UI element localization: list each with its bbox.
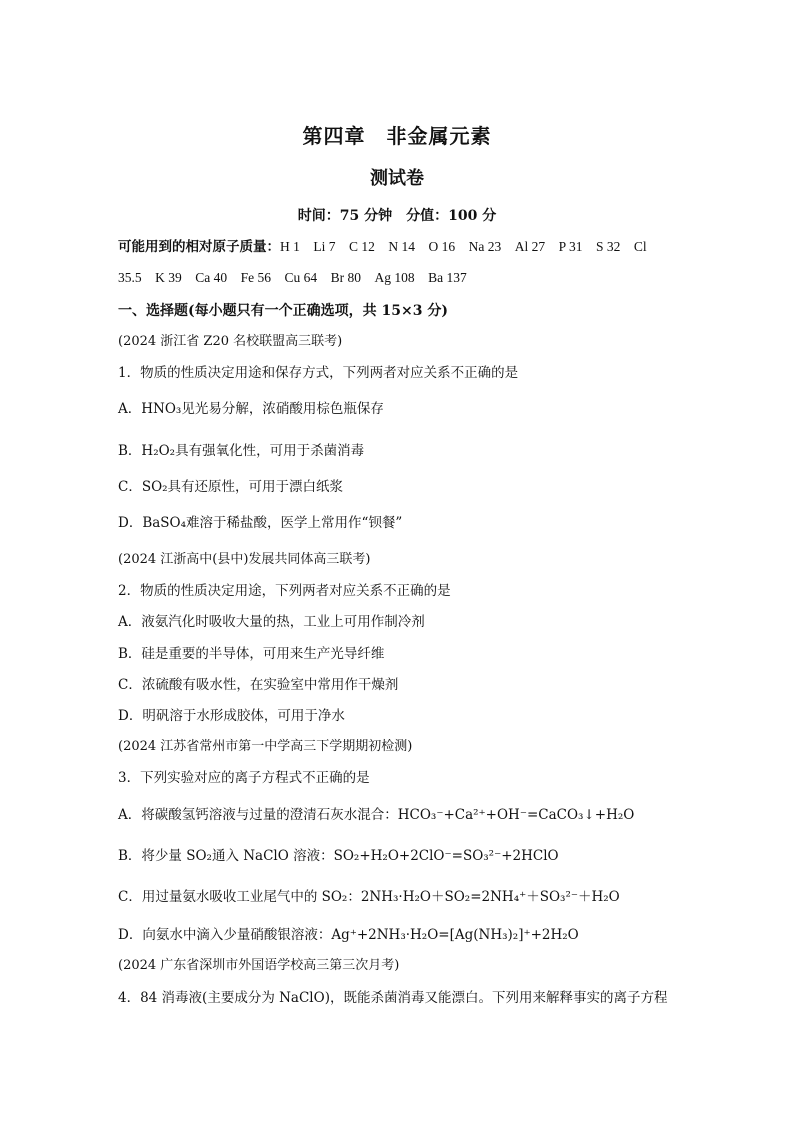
q3-source: (2024 江苏省常州市第一中学高三下学期期初检测)	[118, 739, 413, 754]
q3-option-d: D．向氨水中滴入少量硝酸银溶液：Ag⁺+2NH₃·H₂O=[Ag(NH₃)₂]⁺+2H₂O	[118, 927, 579, 943]
atomic-mass-line-1	[118, 238, 647, 256]
q2-option-d: D．明矾溶于水形成胶体，可用于净水	[118, 708, 345, 724]
q3-option-c: C．用过量氨水吸收工业尾气中的 SO₂：2NH₃·H₂O＋SO₂=2NH₄⁺＋SO₃²⁻＋H₂O	[118, 889, 620, 905]
q3-stem: 3．下列实验对应的离子方程式不正确的是	[118, 770, 370, 786]
section-heading: 一、选择题(每小题只有一个正确选项，共 15×3 分)	[118, 303, 448, 319]
page-subtitle: 测试卷	[370, 168, 424, 189]
q1-option-a: A．HNO₃见光易分解，浓硝酸用棕色瓶保存	[118, 401, 384, 417]
q1-option-d: D．BaSO₄难溶于稀盐酸，医学上常用作“钡餐”	[118, 515, 403, 531]
atomic-mass-label: 可能用到的相对原子质量：	[118, 239, 280, 255]
exam-meta: 时间：75 分钟 分值：100 分	[297, 208, 497, 224]
q2-option-b: B．硅是重要的半导体，可用来生产光导纤维	[118, 646, 385, 662]
q2-option-c: C．浓硫酸有吸水性，在实验室中常用作干燥剂	[118, 677, 399, 693]
atomic-mass-line-2: 35.5 K 39 Ca 40 Fe 56 Cu 64 Br 80 Ag 108 Ba 137	[118, 270, 467, 285]
q2-option-a: A．液氨汽化时吸收大量的热，工业上可用作制冷剂	[118, 614, 425, 630]
q4-stem: 4．84 消毒液(主要成分为 NaClO)，既能杀菌消毒又能漂白。下列用来解释事实的离子方程	[118, 990, 668, 1006]
q1-option-c: C．SO₂具有还原性，可用于漂白纸浆	[118, 479, 344, 495]
q1-stem: 1．物质的性质决定用途和保存方式，下列两者对应关系不正确的是	[118, 365, 519, 381]
page-title: 第四章 非金属元素	[302, 124, 492, 148]
q1-option-b: B．H₂O₂具有强氧化性，可用于杀菌消毒	[118, 443, 365, 459]
atomic-mass-values-1: H 1 Li 7 C 12 N 14 O 16 Na 23 Al 27 P 31 S 32 Cl	[280, 239, 647, 254]
q2-source: (2024 江浙高中(县中)发展共同体高三联考)	[118, 552, 371, 567]
q4-source: (2024 广东省深圳市外国语学校高三第三次月考)	[118, 958, 400, 973]
q1-source: (2024 浙江省 Z20 名校联盟高三联考)	[118, 334, 343, 349]
q3-option-a: A．将碳酸氢钙溶液与过量的澄清石灰水混合：HCO₃⁻+Ca²⁺+OH⁻=CaCO₃↓+H₂O	[118, 807, 635, 823]
q3-option-b: B．将少量 SO₂通入 NaClO 溶液：SO₂+H₂O+2ClO⁻=SO₃²⁻+2HClO	[118, 848, 559, 864]
q2-stem: 2．物质的性质决定用途，下列两者对应关系不正确的是	[118, 583, 451, 599]
